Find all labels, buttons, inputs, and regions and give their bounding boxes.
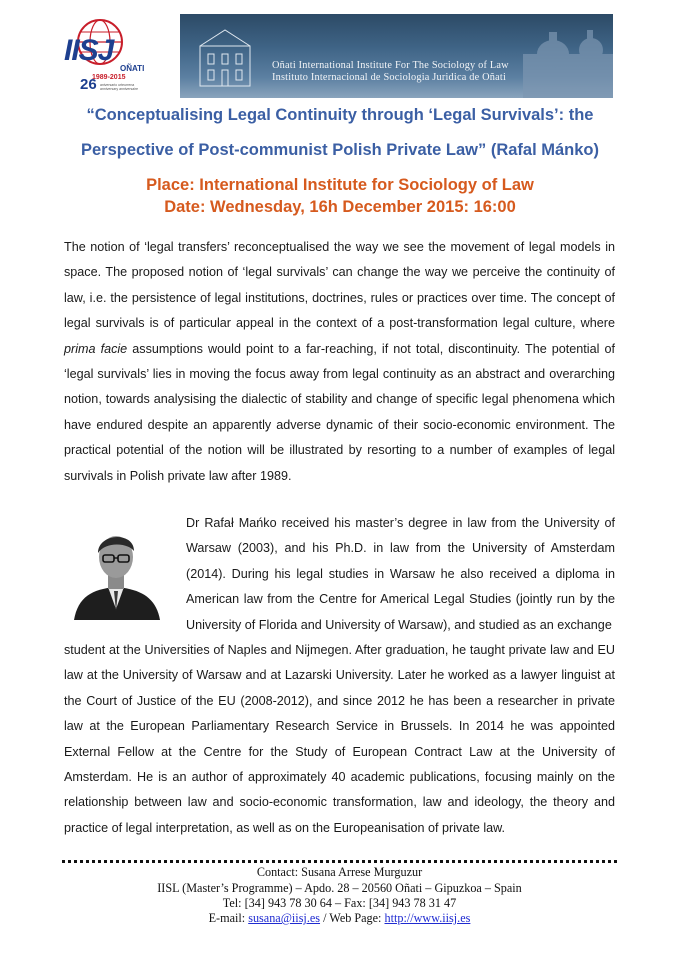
email-label: E-mail: [208, 911, 249, 925]
event-date: Date: Wednesday, 16h December 2015: 16:00 [164, 198, 516, 216]
email-link[interactable]: susana@iisj.es [248, 911, 321, 925]
abstract-text-2: assumptions would point to a far-reaching, if not total, discontinuity. The potential of ‘legal survivals’ lies in moving the focus away from legal continuity as an abstract and overarching notion, towards analysising the dialectic of stability and change of specific legal phenomena which have endured despite an apparently adverse dynamic of their socio-economic environment. The practical potential of the notion will be illustrated by resorting to a number of examples of legal survivals in Polish private law after 1989. [64, 341, 616, 483]
speaker-bio-continued: student at the Universities of Naples and Nijmegen. After graduation, he taught private law and EU law at the University of Warsaw and at Lazarski University. Later he worked as a lawyer linguist at the Court of Justice of the EU (2008-2012), and since 2012 he has been a researcher in private law at the European Parliamentary Research Service in Brussels. In 2014 he was appointed External Fellow at the Centre for the Study of European Contract Law at the University of Amsterdam. He is an author of approximately 40 academic publications, focusing mainly on the relationship between law and socio-economic transformation, law and ideology, the theory and practice of legal interpretation, as well as on the Europeanisation of private law. [64, 643, 615, 835]
logo-small-text: aniversario urteurrena anniversary anniversaire [100, 83, 139, 91]
speaker-bio-intro: Dr Rafał Mańko received his master’s degree in law from the University of Warsaw (2003), and his Ph.D. in law from the University of Amsterdam (2014). During his legal studies in Warsaw he also received a diploma in American law from the Centre for Americal Legal Studies (jointly run by the University of Florida and University of Warsaw), and studied as an exchange [186, 516, 615, 632]
contact-address: IISL (Master’s Programme) – Apdo. 28 – 20560 Oñati – Gipuzkoa – Spain [157, 881, 522, 895]
building-icon [194, 24, 256, 90]
skyline-decoration [483, 14, 613, 98]
banner-title-spanish: Instituto Internacional de Sociologia Juridica de Oñati [272, 72, 507, 83]
logo-anniversary-number: 26 [80, 76, 97, 93]
logo-wordmark: IISJ [64, 34, 114, 67]
contact-phone-fax: Tel: [34] 943 78 30 64 – Fax: [34] 943 78 31 47 [222, 896, 457, 910]
header-banner [180, 14, 613, 98]
contact-person: Contact: Susana Arrese Murguzur [256, 865, 423, 879]
footer-divider [62, 860, 617, 863]
abstract-italic: prima facie [64, 341, 128, 356]
event-place: Place: International Institute for Sociology of Law [146, 176, 534, 194]
logo-years: 1989-2015 [92, 74, 126, 81]
web-label: / Web Page: [320, 911, 385, 925]
website-link[interactable]: http://www.iisj.es [384, 911, 471, 925]
lecture-title-line-2: Perspective of Post-communist Polish Private Law” (Rafal Mánko) [80, 141, 600, 159]
institute-logo [58, 12, 168, 94]
contact-email-web [62, 911, 617, 926]
abstract-text-1: The notion of ‘legal transfers’ reconceptualised the way we see the movement of legal models in space. The proposed notion of ‘legal survivals’ can change the way we perceive the continuity of law, i.e. the persistence of legal institutions, doctrines, rules or practices over time. The concept of legal survivals is of particular appeal in the context of a post-transformation legal culture, where [64, 240, 615, 331]
banner-title-english: Oñati International Institute For The Sociology of Law [272, 60, 509, 71]
abstract-paragraph [64, 235, 615, 489]
logo-onati: OÑATI [120, 64, 145, 73]
lecture-title-line-1: “Conceptualising Legal Continuity through ‘Legal Survivals’: the [86, 106, 594, 124]
speaker-photo [68, 519, 165, 620]
